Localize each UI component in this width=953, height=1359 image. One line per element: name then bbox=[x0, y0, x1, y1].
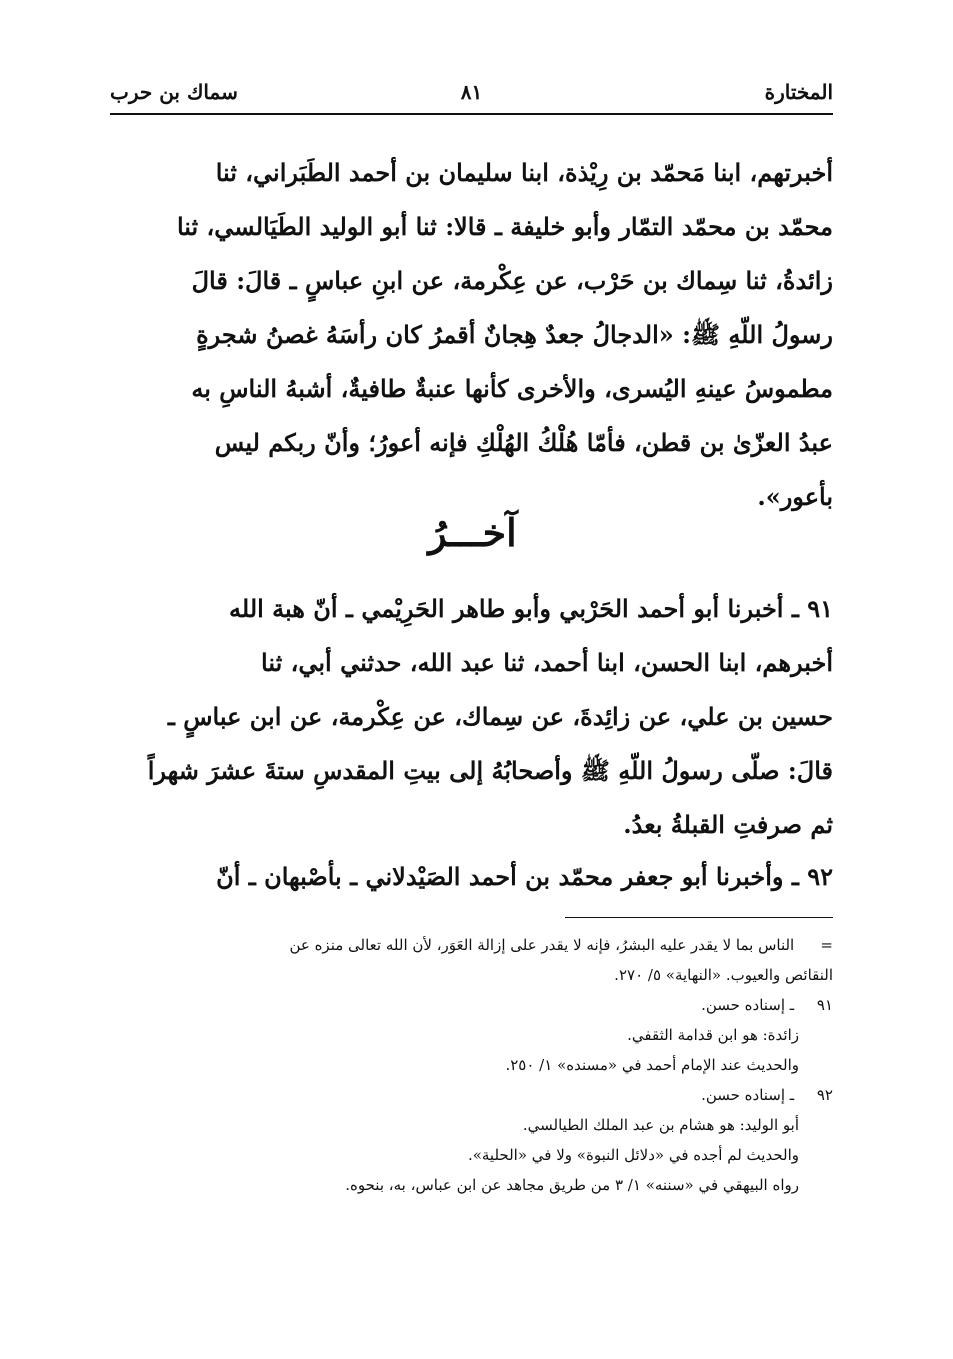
text-line: محمّد بن محمّد التمّار وأبو خليفة ـ قالا: ثنا أبو الوليد الطَيَالسي، ثنا bbox=[176, 212, 833, 241]
footnote-line bbox=[115, 960, 833, 990]
footnote-text: رواه البيهقي في «سننه» ١/ ٣ من طريق مجاهد عن ابن عباس، به، بنحوه. bbox=[345, 1176, 799, 1194]
footnote-text: الناس بما لا يقدر عليه البشرُ، فإنه لا يقدر على إزالة العَوَر، لأن الله تعالى منزه عن bbox=[289, 936, 795, 954]
footnote-line bbox=[115, 1170, 833, 1200]
footnote-text: ـ إسناده حسن. bbox=[701, 996, 795, 1014]
text-line: رسولُ اللّهِ ﷺ: «الدجالُ جعدٌ هِجانٌ أقمرُ كان رأسَهُ غصنُ شجرةٍ bbox=[196, 320, 833, 349]
footnote-91 bbox=[115, 990, 833, 1020]
hadith-92-block bbox=[112, 850, 833, 904]
header-book-title: المختارة bbox=[764, 80, 833, 104]
footnote-text: والحديث عند الإمام أحمد في «مسنده» ١/ ٢٥٠. bbox=[505, 1056, 799, 1074]
text-line: قالَ: صلّى رسولُ اللّهِ ﷺ وأصحابُهُ إلى بيتِ المقدسِ ستةَ عشرَ شهراً bbox=[147, 756, 833, 785]
footnote-number: ٩١ bbox=[816, 996, 833, 1014]
footnote-rule bbox=[565, 917, 833, 918]
footnote-text: النقائص والعيوب. «النهاية» ٥/ ٢٧٠. bbox=[614, 966, 833, 984]
footnote-continuation-marker: = bbox=[820, 936, 833, 954]
footnote-line bbox=[115, 1140, 833, 1170]
text-line: ثم صرفتِ القبلةُ بعدُ. bbox=[623, 810, 833, 839]
text-line: أخبرتهم، ابنا مَحمّد بن رِيْذة، ابنا سليمان بن أحمد الطَبَراني، ثنا bbox=[215, 158, 833, 187]
text-line: حسين بن علي، عن زائِدةَ، عن سِماك، عن عِكْرمة، عن ابن عباسٍ ـ bbox=[167, 702, 833, 731]
footnotes bbox=[115, 930, 833, 1200]
section-heading: آخـــرُ bbox=[428, 510, 517, 555]
footnote-line bbox=[115, 1110, 833, 1140]
footnote-number: ٩٢ bbox=[816, 1086, 833, 1104]
footnote-text: زائدة: هو ابن قدامة الثقفي. bbox=[627, 1026, 799, 1044]
footnote-line bbox=[115, 1050, 833, 1080]
text-line: ٩٢ ـ وأخبرنا أبو جعفر محمّد بن أحمد الصَيْدلاني ـ بأصْبهان ـ أنّ bbox=[216, 862, 833, 891]
header-rule bbox=[110, 113, 833, 115]
hadith-91-block bbox=[112, 582, 833, 852]
page-number: ٨١ bbox=[460, 80, 483, 104]
text-line: مطموسُ عينهِ اليُسرى، والأخرى كأنها عنبةٌ طافيةٌ، أشبهُ الناسِ به bbox=[191, 374, 833, 403]
hadith-text-block-1 bbox=[112, 146, 833, 524]
footnote-92 bbox=[115, 1080, 833, 1110]
text-line: زائدةُ، ثنا سِماك بن حَرْب، عن عِكْرمة، عن ابنِ عباسٍ ـ قالَ: قالَ bbox=[191, 266, 833, 295]
footnote-line bbox=[115, 1020, 833, 1050]
header-chapter-title: سماك بن حرب bbox=[110, 80, 238, 104]
footnote-text: والحديث لم أجده في «دلائل النبوة» ولا في «الحلية». bbox=[467, 1146, 799, 1164]
text-line: بأعور». bbox=[757, 482, 833, 511]
footnote-text: أبو الوليد: هو هشام بن عبد الملك الطيالسي. bbox=[522, 1116, 799, 1134]
footnote-continuation bbox=[115, 930, 833, 960]
running-header bbox=[110, 70, 833, 110]
text-line: عبدُ العزّىٰ بن قطن، فأمّا هُلْكُ الهُلْكِ فإنه أعورُ؛ وأنّ ربكم ليس bbox=[214, 428, 833, 457]
text-line: ٩١ ـ أخبرنا أبو أحمد الحَرْبي وأبو طاهر الحَرِيْمي ـ أنّ هبة الله bbox=[229, 594, 833, 623]
text-line: أخبرهم، ابنا الحسن، ابنا أحمد، ثنا عبد الله، حدثني أبي، ثنا bbox=[261, 648, 833, 677]
footnote-text: ـ إسناده حسن. bbox=[701, 1086, 795, 1104]
